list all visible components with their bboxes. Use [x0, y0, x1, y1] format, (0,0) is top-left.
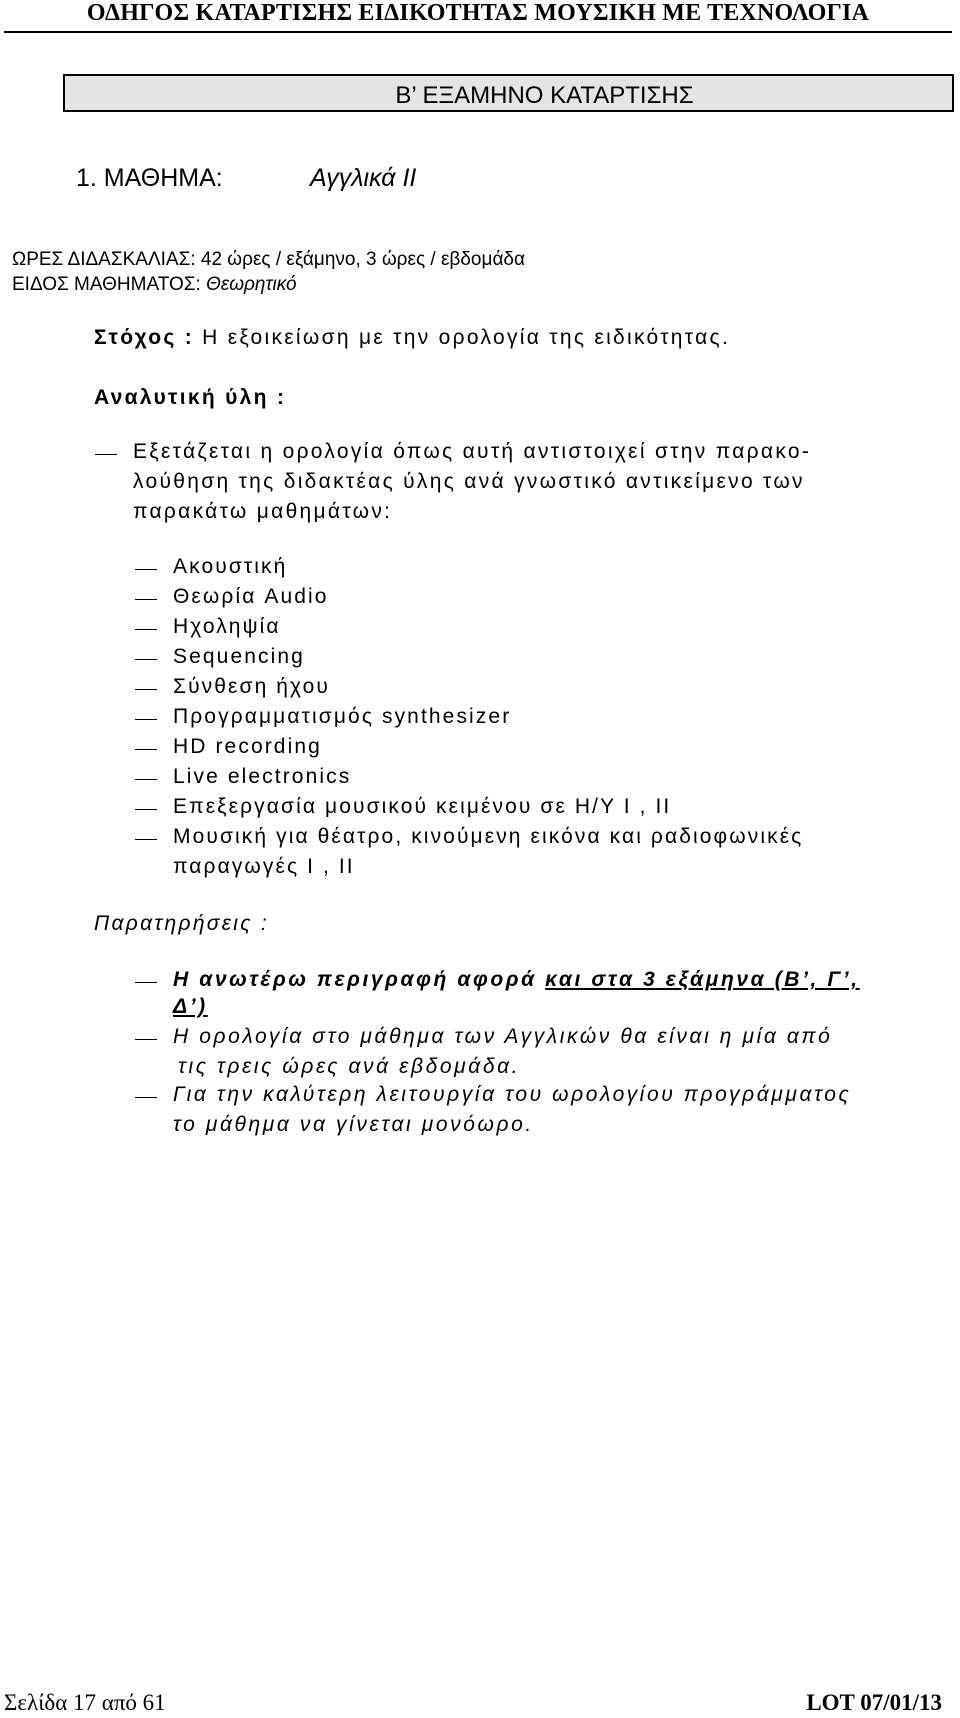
subject-item: Ηχοληψία — [173, 615, 281, 638]
dash-bullet — [135, 629, 157, 630]
subject-item: Επεξεργασία μουσικού κειμένου σε Η/Υ Ι , ΙΙ — [173, 795, 672, 818]
dash-bullet — [135, 599, 157, 600]
dash-bullet — [135, 659, 157, 660]
dash-bullet — [135, 809, 157, 810]
header-rule — [4, 31, 952, 33]
syllabus-intro-line: παρακάτω μαθημάτων: — [133, 500, 393, 523]
remark-1-continued: Δ’) — [173, 995, 208, 1018]
remarks-heading: Παρατηρήσεις : — [94, 912, 270, 935]
dash-bullet — [135, 779, 157, 780]
subject-item-continued: παραγωγές Ι , ΙΙ — [173, 855, 355, 878]
remark-2-line: Η ορολογία στο μάθημα των Αγγλικών θα είναι η μία από — [173, 1025, 833, 1048]
semester-title: Β’ ΕΞΑΜΗΝΟ ΚΑΤΑΡΤΙΣΗΣ — [395, 82, 694, 109]
subject-item: Θεωρία Audio — [173, 585, 329, 608]
remark-1-prefix: Η ανωτέρω περιγραφή αφορά — [173, 968, 546, 991]
remark-3-line: Για την καλύτερη λειτουργία του ωρολογίου προγράμματος — [173, 1083, 852, 1106]
subject-item: Σύνθεση ήχου — [173, 675, 330, 698]
remark-1-underlined: και στα 3 εξάμηνα (Β’, Γ’, — [545, 968, 860, 991]
dash-bullet — [135, 1097, 157, 1098]
goal-line — [94, 326, 730, 350]
subject-item: Sequencing — [173, 645, 305, 668]
dash-bullet — [135, 982, 157, 983]
syllabus-heading: Αναλυτική ύλη : — [94, 386, 287, 409]
course-type-value: Θεωρητικό — [206, 274, 297, 295]
footer-page-number: Σελίδα 17 από 61 — [4, 1690, 166, 1715]
dash-bullet — [95, 454, 117, 455]
remark-1 — [173, 968, 860, 992]
syllabus-intro-line: Εξετάζεται η ορολογία όπως αυτή αντιστοιχεί στην παρακο- — [133, 440, 812, 463]
syllabus-intro-line: λούθηση της διδακτέας ύλης ανά γνωστικό αντικείμενο των — [133, 470, 805, 493]
dash-bullet — [135, 719, 157, 720]
subject-item: HD recording — [173, 735, 322, 758]
dash-bullet — [135, 1039, 157, 1040]
course-type-label: ΕΙΔΟΣ ΜΑΘΗΜΑΤΟΣ: — [12, 274, 207, 295]
dash-bullet — [135, 689, 157, 690]
dash-bullet — [135, 839, 157, 840]
goal-label: Στόχος : — [94, 326, 203, 349]
semester-banner — [63, 74, 954, 112]
course-type — [12, 274, 297, 296]
course-name: Αγγλικά ΙΙ — [310, 164, 417, 192]
subject-item: Live electronics — [173, 765, 352, 788]
dash-bullet — [135, 569, 157, 570]
course-number-label: 1. ΜΑΘΗΜΑ: — [76, 164, 223, 192]
teaching-hours: ΩΡΕΣ ΔΙΔΑΣΚΑΛΙΑΣ: 42 ώρες / εξάμηνο, 3 ώρες / εβδομάδα — [12, 249, 525, 270]
subject-item: Ακουστική — [173, 555, 288, 578]
dash-bullet — [135, 749, 157, 750]
remark-3-line: το μάθημα να γίνεται μονόωρο. — [173, 1113, 534, 1136]
page-header-title: ΟΔΗΓΟΣ ΚΑΤΑΡΤΙΣΗΣ ΕΙΔΙΚΟΤΗΤΑΣ ΜΟΥΣΙΚΗ ΜΕ ΤΕΧΝΟΛΟΓΙΑ — [86, 0, 870, 26]
subject-item: Μουσική για θέατρο, κινούμενη εικόνα και ραδιοφωνικές — [173, 825, 804, 848]
goal-text: Η εξοικείωση με την ορολογία της ειδικότητας. — [202, 326, 731, 349]
subject-item: Προγραμματισμός synthesizer — [173, 705, 512, 728]
footer-document-code: LOT 07/01/13 — [806, 1690, 942, 1715]
remark-2-line: τις τρεις ώρες ανά εβδομάδα. — [178, 1055, 521, 1078]
